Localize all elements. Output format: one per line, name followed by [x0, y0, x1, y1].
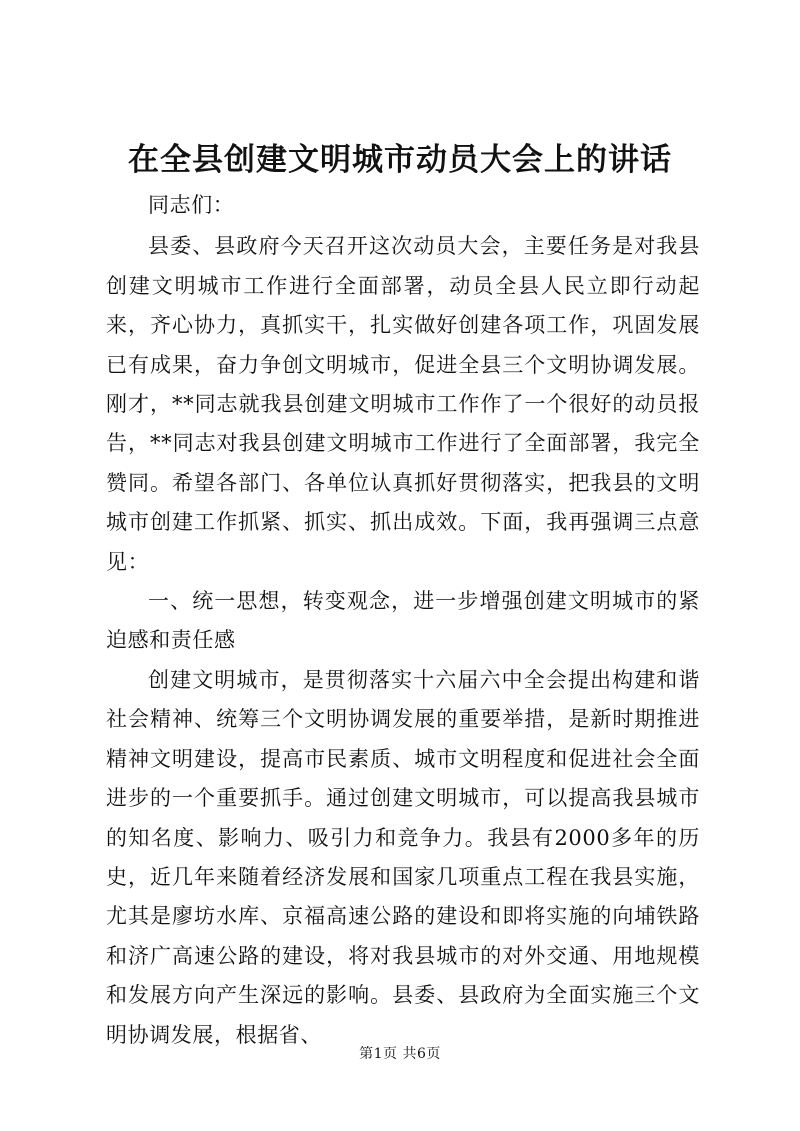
paragraph-section-one: 创建文明城市，是贯彻落实十六届六中全会提出构建和谐社会精神、统筹三个文明协调发展的重要举措，是新时期推进精神文明建设，提高市民素质、城市文明程度和促进社会全面进步的一个重要抓手。通过创建文明城市，可以提高我县城市的知名度、影响力、吸引力和竞争力。我县有2000多年的历史，近几年来随着经济发展和国家几项重点工程在我县实施，尤其是廖坊水库、京福高速公路的建设和即将实施的向埔铁路和济广高速公路的建设，将对我县城市的对外交通、用地规模和发展方向产生深远的影响。县委、县政府为全面实施三个文明协调发展，根据省、: [106, 667, 700, 1047]
page-footer: 第1页 共6页: [359, 1046, 441, 1062]
greeting: 同志们：: [148, 193, 235, 217]
document-body: [106, 186, 700, 1055]
paragraph-intro: 县委、县政府今天召开这次动员大会，主要任务是对我县创建文明城市工作进行全面部署，动员全县人民立即行动起来，齐心协力，真抓实干，扎实做好创建各项工作，巩固发展已有成果，奋力争创文明城市，促进全县三个文明协调发展。刚才，**同志就我县创建文明城市工作作了一个很好的动员报告，**同志对我县创建文明城市工作进行了全面部署，我完全赞同。希望各部门、各单位认真抓好贯彻落实，把我县的文明城市创建工作抓紧、抓实、抓出成效。下面，我再强调三点意见：: [106, 234, 700, 574]
document-title: 在全县创建文明城市动员大会上的讲话: [128, 142, 672, 178]
section-heading-one: 一、统一思想，转变观念，进一步增强创建文明城市的紧迫感和责任感: [106, 589, 700, 653]
